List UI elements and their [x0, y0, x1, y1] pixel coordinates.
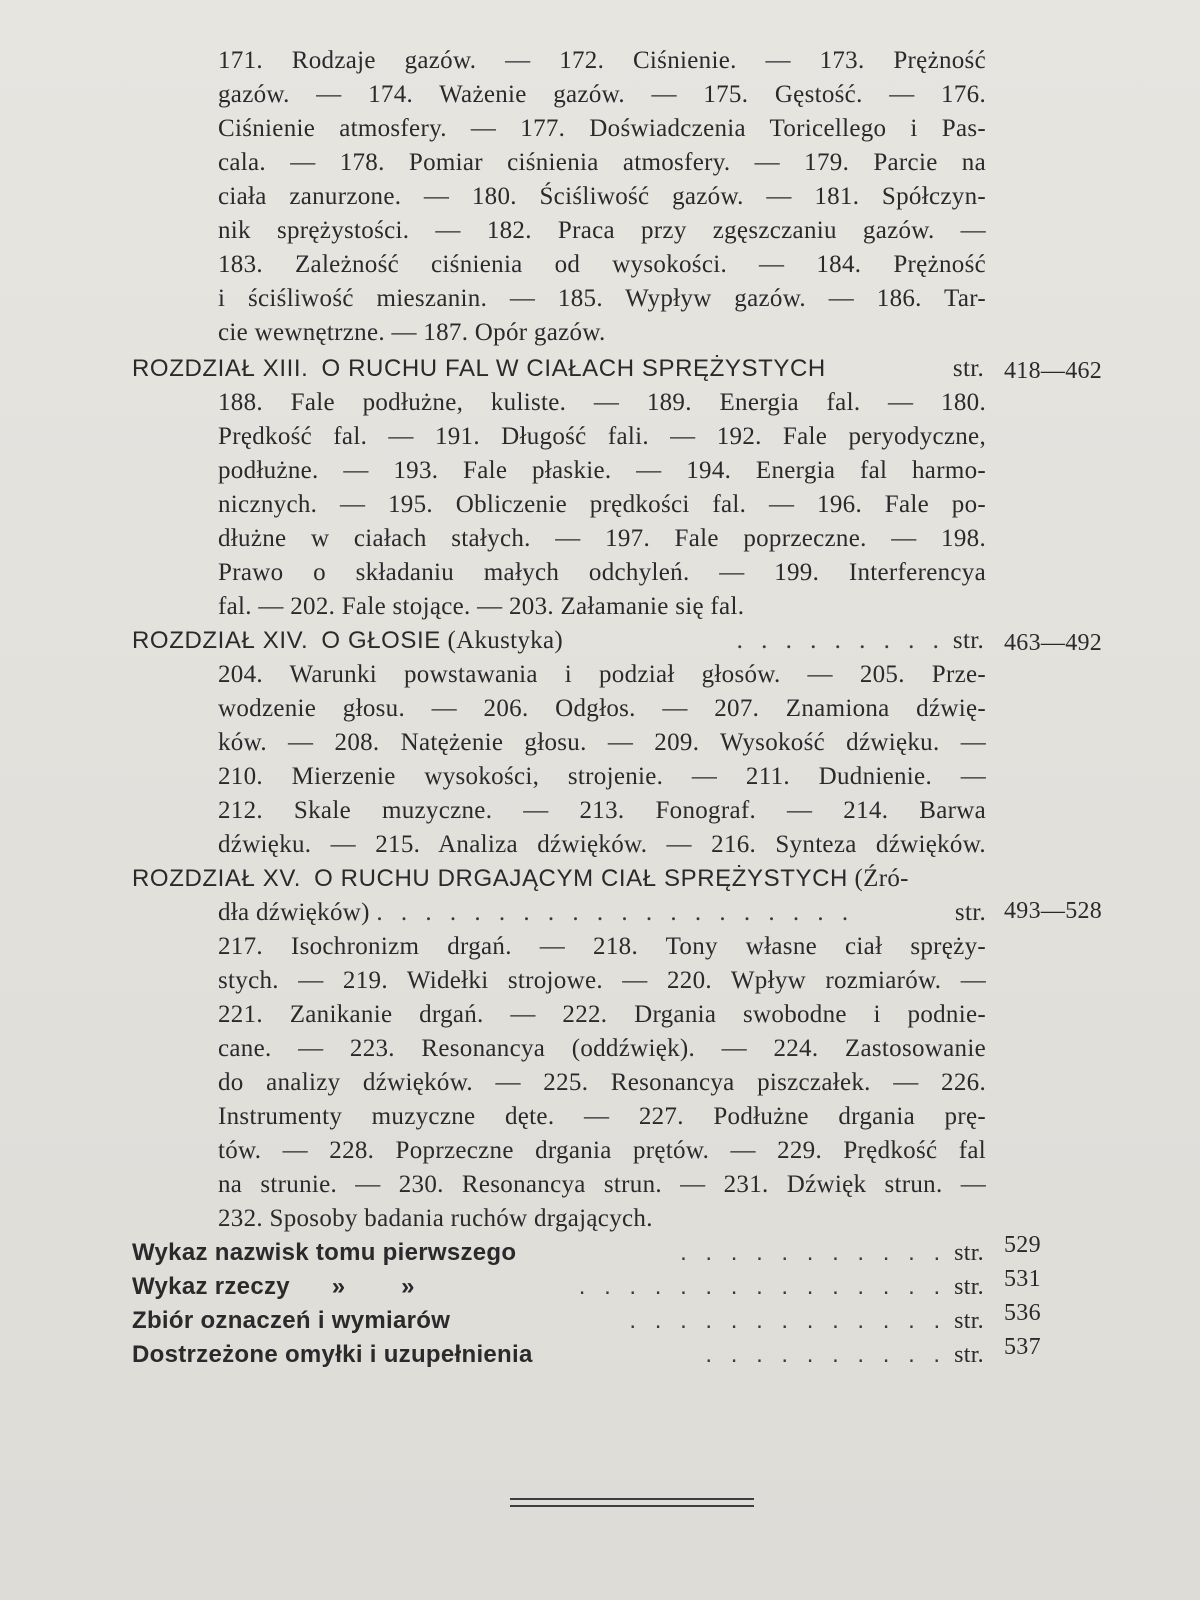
chapter-number: ROZDZIAŁ XIV.: [132, 627, 309, 654]
leader-dots: . . . . . . . . . . .: [680, 1239, 947, 1266]
index-label: Wykaz rzeczy » »: [132, 1273, 415, 1300]
toc-line: cane. — 223. Resonancya (oddźwięk). — 224. Zastosowanie: [218, 1035, 986, 1062]
toc-line: 232. Sposoby badania ruchów drgających.: [218, 1205, 653, 1232]
closing-rule: [510, 1498, 754, 1500]
page-abbrev: str.: [954, 899, 986, 926]
toc-line: tów. — 228. Poprzeczne drgania prętów. — 229. Prędkość fal: [218, 1137, 986, 1164]
toc-line: dłużne w ciałach stałych. — 197. Fale poprzeczne. — 198.: [218, 525, 986, 552]
chapter-note: (Akustyka): [447, 627, 563, 654]
chapter-number: ROZDZIAŁ XIII.: [132, 355, 309, 382]
index-label: Dostrzeżone omyłki i uzupełnienia: [132, 1341, 533, 1368]
page-range: 463—492: [1004, 630, 1103, 656]
page-abbrev: str.: [954, 1274, 984, 1300]
toc-line: Prędkość fal. — 191. Długość fali. — 192. Fale peryodyczne,: [218, 423, 986, 450]
index-label: Wykaz nazwisk tomu pierwszego: [132, 1239, 517, 1266]
closing-rule: [510, 1505, 754, 1507]
chapter-note: (Źró-: [854, 865, 909, 892]
chapter-heading-xiv: [132, 624, 984, 658]
toc-line: 183. Zależność ciśnienia od wysokości. — 184. Prężność: [218, 251, 986, 278]
index-entry-errata: [132, 1338, 984, 1372]
chapter-heading-xv: [132, 862, 984, 896]
toc-line: nik sprężystości. — 182. Praca przy zgęszczaniu gazów. —: [218, 217, 986, 244]
leader-dots: . . . . . . . . . . . . .: [629, 1307, 947, 1334]
leader-dots: . . . . . . . . . . . . . . . . . . . .: [376, 899, 855, 926]
index-entry-subjects: [132, 1270, 984, 1304]
chapter-title: O RUCHU DRGAJĄCYM CIAŁ SPRĘŻYSTYCH: [314, 865, 848, 892]
chapter-note: dła dźwięków): [218, 899, 370, 926]
toc-line: cie wewnętrzne. — 187. Opór gazów.: [218, 319, 606, 346]
toc-line: i ściśliwość mieszanin. — 185. Wypływ gazów. — 186. Tar-: [218, 285, 986, 312]
leader-dots: . . . . . . . . .: [736, 627, 945, 654]
page-abbrev: str.: [954, 1308, 984, 1334]
chapter-number: ROZDZIAŁ XV.: [132, 865, 302, 892]
toc-line: ków. — 208. Natężenie głosu. — 209. Wysokość dźwięku. —: [218, 729, 986, 756]
toc-line: nicznych. — 195. Obliczenie prędkości fal. — 196. Fale po-: [218, 491, 986, 518]
toc-line: 217. Isochronizm drgań. — 218. Tony własne ciał spręży-: [218, 933, 986, 960]
toc-line: gazów. — 174. Ważenie gazów. — 175. Gęstość. — 176.: [218, 81, 986, 108]
chapter-title: O GŁOSIE: [321, 627, 441, 654]
toc-line: ciała zanurzone. — 180. Ściśliwość gazów. — 181. Spółczyn-: [218, 183, 986, 210]
page-number: 537: [1004, 1334, 1041, 1360]
toc-line: 221. Zanikanie drgań. — 222. Drgania swobodne i podnie-: [218, 1001, 986, 1028]
page-number: 529: [1004, 1232, 1041, 1258]
chapter-heading-xv-cont: [218, 896, 986, 930]
toc-line: Ciśnienie atmosfery. — 177. Doświadczenia Toricellego i Pas-: [218, 115, 986, 142]
chapter-title: O RUCHU FAL W CIAŁACH SPRĘŻYSTYCH: [321, 355, 826, 382]
toc-line: stych. — 219. Widełki strojowe. — 220. Wpływ rozmiarów. —: [218, 967, 986, 994]
index-entry-names: [132, 1236, 984, 1270]
toc-line: 210. Mierzenie wysokości, strojenie. — 211. Dudnienie. —: [218, 763, 986, 790]
toc-line: 188. Fale podłużne, kuliste. — 189. Energia fal. — 180.: [218, 389, 986, 416]
leader-dots: . . . . . . . . . . . . . . .: [578, 1273, 947, 1300]
page-range: 418—462: [1004, 358, 1103, 384]
page-abbrev: str.: [954, 1240, 984, 1266]
leader-dots: . . . . . . . . . .: [705, 1341, 947, 1368]
page-abbrev: str.: [952, 355, 984, 382]
page-abbrev: str.: [952, 627, 984, 654]
toc-line: fal. — 202. Fale stojące. — 203. Załamanie się fal.: [218, 593, 745, 620]
toc-line: dźwięku. — 215. Analiza dźwięków. — 216. Synteza dźwięków.: [218, 831, 986, 858]
toc-line: cala. — 178. Pomiar ciśnienia atmosfery. — 179. Parcie na: [218, 149, 986, 176]
toc-line: 212. Skale muzyczne. — 213. Fonograf. — 214. Barwa: [218, 797, 986, 824]
page-number: 536: [1004, 1300, 1041, 1326]
toc-line: do analizy dźwięków. — 225. Resonancya piszczałek. — 226.: [218, 1069, 986, 1096]
page-range: 493—528: [1004, 898, 1103, 924]
page-abbrev: str.: [954, 1342, 984, 1368]
toc-line: Instrumenty muzyczne dęte. — 227. Podłużne drgania prę-: [218, 1103, 986, 1130]
toc-line: Prawo o składaniu małych odchyleń. — 199. Interferencya: [218, 559, 986, 586]
toc-line: podłużne. — 193. Fale płaskie. — 194. Energia fal harmo-: [218, 457, 986, 484]
toc-line: na strunie. — 230. Resonancya strun. — 231. Dźwięk strun. —: [218, 1171, 986, 1198]
index-entry-symbols: [132, 1304, 984, 1338]
index-label: Zbiór oznaczeń i wymiarów: [132, 1307, 451, 1334]
page-number: 531: [1004, 1266, 1041, 1292]
toc-line: 204. Warunki powstawania i podział głosów. — 205. Prze-: [218, 661, 986, 688]
chapter-heading-xiii: [132, 352, 984, 386]
toc-line: 171. Rodzaje gazów. — 172. Ciśnienie. — 173. Prężność: [218, 47, 986, 74]
toc-line: wodzenie głosu. — 206. Odgłos. — 207. Znamiona dźwię-: [218, 695, 986, 722]
